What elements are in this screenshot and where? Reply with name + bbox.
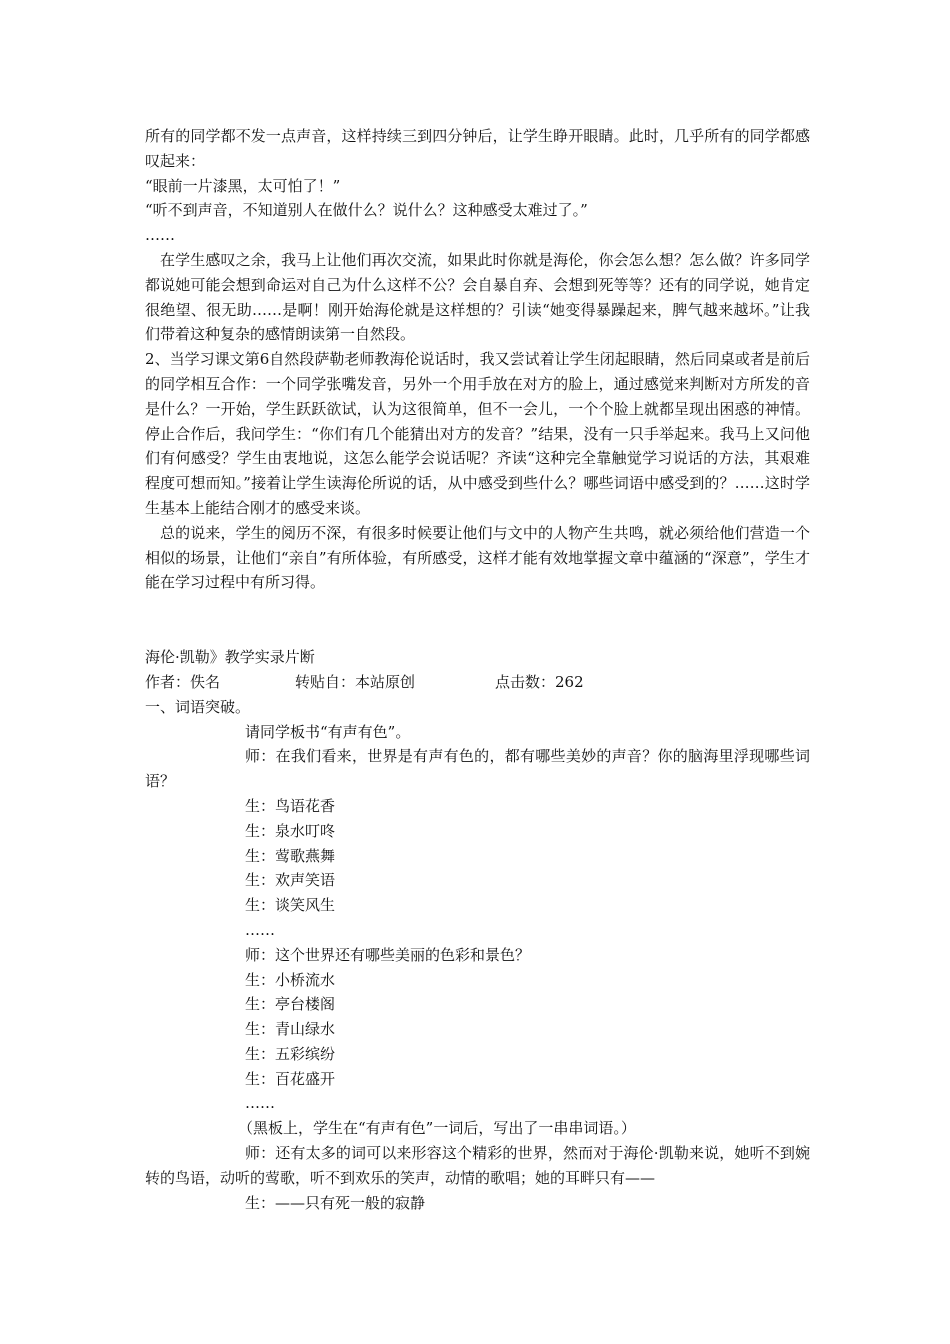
dialogue-line: 师：这个世界还有哪些美丽的色彩和景色？	[245, 945, 531, 964]
dialogue-line: 生：五彩缤纷	[245, 1044, 336, 1063]
article-meta	[145, 670, 810, 695]
hits-label: 点击数：262	[495, 672, 584, 691]
dialogue-line: 生：欢声笑语	[245, 871, 336, 890]
dialogue-line: 生：——只有死一般的寂静	[245, 1193, 426, 1212]
quote-1: “眼前一片漆黑，太可怕了！”	[145, 176, 341, 195]
document-content	[145, 124, 810, 1215]
article-title: 海伦·凯勒》教学实录片断	[145, 648, 315, 667]
paragraph-2: 在学生感叹之余，我马上让他们再次交流，如果此时你就是海伦，你会怎么想？怎么做？许多同学都说她可能会想到命运对自己为什么这样不公？会自暴自弃、会想到死等等？还有的同学说，她肯定很绝望、很无助……是啊！刚开始海伦就是这样想的？引读“她变得暴躁起来，脾气越来越坏。”让我们带着这种复杂的感情朗读第一自然段。	[145, 250, 810, 344]
dialogue-line: 生：泉水叮咚	[245, 821, 336, 840]
paragraph-1: 所有的同学都不发一点声音，这样持续三到四分钟后，让学生睁开眼睛。此时，几乎所有的同学都感叹起来：	[145, 127, 810, 170]
paragraph-3: 2、当学习课文第6自然段萨勒老师教海伦说话时，我又尝试着让学生闭起眼睛，然后同桌或者是前后的同学相互合作：一个同学张嘴发音，另外一个用手放在对方的脸上，通过感觉来判断对方所发的音是什么？一开始，学生跃跃欲试，认为这很简单，但不一会儿，一个个脸上就都呈现出困惑的神情。停止合作后，我问学生：“你们有几个能猜出对方的发音？”结果，没有一只手举起来。我马上又问他们有何感受？学生由衷地说，这怎么能学会说话呢？齐读“这种完全靠触觉学习说话的方法，其艰难程度可想而知。”接着让学生读海伦所说的话，从中感受到些什么？哪些词语中感受到的？……这时学生基本上能结合刚才的感受来谈。	[145, 350, 810, 517]
quote-2: “听不到声音，不知道别人在做什么？说什么？这种感受太难过了。”	[145, 201, 588, 220]
dialogue-line: 生：小桥流水	[245, 970, 336, 989]
dialogue-line: 生：谈笑风生	[245, 896, 336, 915]
dialogue-line: 生：鸟语花香	[245, 796, 336, 815]
ellipsis-3: ……	[245, 1094, 275, 1113]
ellipsis-2: ……	[245, 920, 275, 939]
dialogue-line: 生：青山绿水	[245, 1020, 336, 1039]
ellipsis-1: ……	[145, 226, 175, 245]
dialogue-line: 师：在我们看来，世界是有声有色的，都有哪些美妙的声音？你的脑海里浮现哪些词语？	[145, 747, 810, 791]
dialogue-line: 请同学板书“有声有色”。	[245, 722, 411, 741]
dialogue-line: 生：亭台楼阁	[245, 995, 336, 1014]
paragraph-4: 总的说来，学生的阅历不深，有很多时候要让他们与文中的人物产生共鸣，就必须给他们营造一个相似的场景，让他们“亲自”有所体验，有所感受，这样才能有效地掌握文章中蕴涵的“深意”，学生才能在学习过程中有所习得。	[145, 523, 810, 592]
author-label: 作者：佚名	[145, 672, 221, 691]
spacer	[145, 595, 810, 645]
source-label: 转贴自：本站原创	[295, 672, 416, 691]
dialogue-line: 生：莺歌燕舞	[245, 846, 336, 865]
dialogue-line: 师：还有太多的词可以来形容这个精彩的世界，然而对于海伦·凯勒来说，她听不到婉转的鸟语，动听的莺歌，听不到欢乐的笑声，动情的歌唱；她的耳畔只有——	[145, 1144, 810, 1187]
dialogue-line: （黑板上，学生在“有声有色”一词后，写出了一串串词语。）	[238, 1119, 636, 1138]
section-heading: 一、词语突破。	[145, 697, 251, 716]
dialogue-line: 生：百花盛开	[245, 1069, 336, 1088]
